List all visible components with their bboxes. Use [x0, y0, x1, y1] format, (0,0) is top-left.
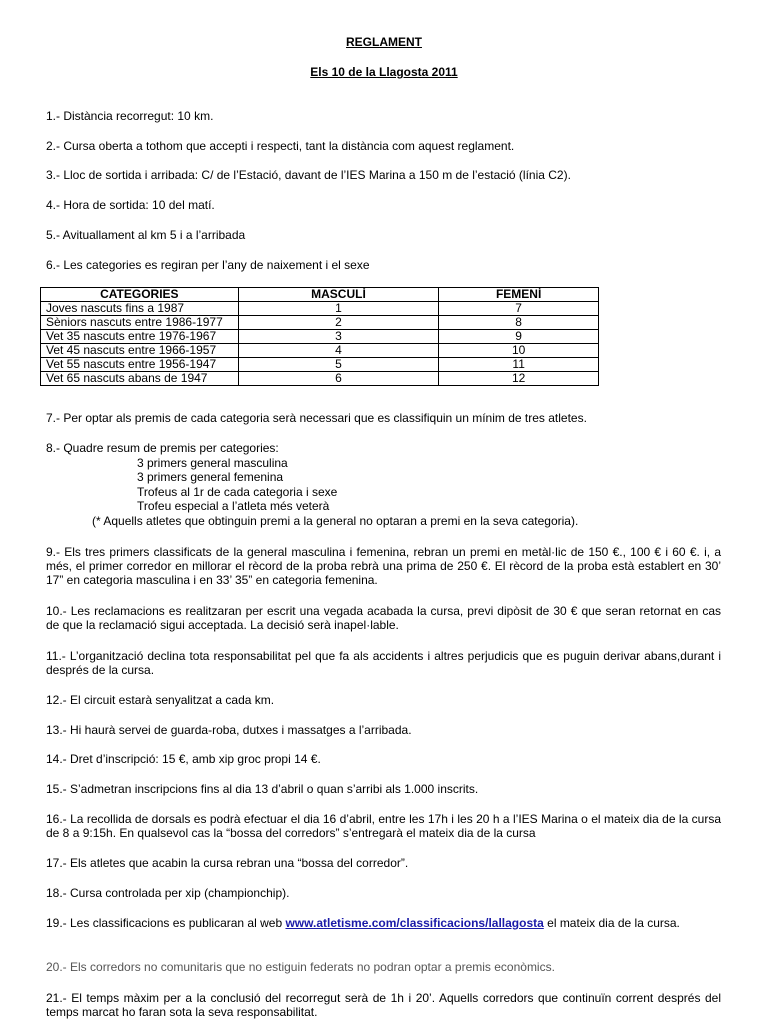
rule-12: 12.- El circuit estarà senyalitzat a cada km.: [46, 693, 275, 707]
rule-4: 4.- Hora de sortida: 10 del matí.: [46, 198, 215, 212]
rule-19-text-end: el mateix dia de la cursa.: [547, 916, 680, 930]
category-cell: Vet 45 nascuts entre 1966-1957: [41, 344, 239, 358]
rule-16: 16.- La recollida de dorsals es podrà efectuar el dia 16 d’abril, entre les 17h i les 20 h a l’IES Marina o el mateix dia de la cursa de 8 a 9:15h. En qualsevol cas la “bossa del corredors” s’entregarà el mateix dia de la cursa: [46, 812, 721, 840]
male-cell: 1: [238, 302, 439, 316]
table-header-categories: CATEGORIES: [41, 288, 239, 302]
rule-9: 9.- Els tres primers classificats de la general masculina i femenina, rebran un premi en metàl·lic de 150 €., 100 € i 60 €. i, a més, el primer corredor en millorar el rècord de la proba rebrà una prima de 250 €. El rècord de la proba està establert en 30’ 17” en categoria masculina i en 33’ 35” en categoria femenina.: [46, 545, 721, 587]
table-header-row: [41, 288, 599, 302]
male-cell: 2: [238, 316, 439, 330]
rule-18: 18.- Cursa controlada per xip (championchip).: [46, 886, 290, 900]
rule-17: 17.- Els atletes que acabin la cursa rebran una “bossa del corredor”.: [46, 856, 409, 870]
table-row: [41, 316, 599, 330]
classifications-link[interactable]: www.atletisme.com/classificacions/lallagosta: [285, 916, 544, 930]
category-cell: Sèniors nascuts entre 1986-1977: [41, 316, 239, 330]
prize-item: Trofeu especial a l’atleta més veterà: [137, 499, 330, 513]
female-cell: 7: [439, 302, 599, 316]
categories-table: [40, 287, 599, 386]
category-cell: Joves nascuts fins a 1987: [41, 302, 239, 316]
prize-item: 3 primers general femenina: [137, 470, 284, 484]
female-cell: 8: [439, 316, 599, 330]
rule-8: 8.- Quadre resum de premis per categories:: [46, 441, 279, 455]
rule-1: 1.- Distància recorregut: 10 km.: [46, 109, 214, 123]
rule-6: 6.- Les categories es regiran per l’any de naixement i el sexe: [46, 258, 370, 272]
female-cell: 10: [439, 344, 599, 358]
rule-5: 5.- Avituallament al km 5 i a l’arribada: [46, 228, 246, 242]
female-cell: 12: [439, 372, 599, 386]
male-cell: 4: [238, 344, 439, 358]
category-cell: Vet 35 nascuts entre 1976-1967: [41, 330, 239, 344]
table-row: [41, 358, 599, 372]
table-row: [41, 372, 599, 386]
table-header-male: MASCULÍ: [238, 288, 439, 302]
male-cell: 6: [238, 372, 439, 386]
male-cell: 3: [238, 330, 439, 344]
rule-11: 11.- L’organització declina tota responsabilitat pel que fa als accidents i altres perjudicis que es puguin derivar abans,durant i després de la cursa.: [46, 649, 721, 677]
prize-item: Trofeus al 1r de cada categoria i sexe: [137, 485, 338, 499]
female-cell: 11: [439, 358, 599, 372]
table-row: [41, 302, 599, 316]
prize-note: (* Aquells atletes que obtinguin premi a la general no optaran a premi en la seva categoria).: [92, 514, 579, 528]
rule-13: 13.- Hi haurà servei de guarda-roba, dutxes i massatges a l’arribada.: [46, 723, 412, 737]
female-cell: 9: [439, 330, 599, 344]
prize-item: 3 primers general masculina: [137, 456, 288, 470]
category-cell: Vet 65 nascuts abans de 1947: [41, 372, 239, 386]
rule-19: [46, 916, 721, 930]
male-cell: 5: [238, 358, 439, 372]
table-row: [41, 330, 599, 344]
rule-20: 20.- Els corredors no comunitaris que no estiguin federats no podran optar a premis econòmics.: [46, 960, 555, 974]
category-cell: Vet 55 nascuts entre 1956-1947: [41, 358, 239, 372]
rule-2: 2.- Cursa oberta a tothom que accepti i respecti, tant la distància com aquest reglament.: [46, 139, 515, 153]
document-subtitle: Els 10 de la Llagosta 2011: [310, 65, 458, 79]
rule-3: 3.- Lloc de sortida i arribada: C/ de l’Estació, davant de l’IES Marina a 150 m de l’estació (línia C2).: [46, 168, 571, 182]
rule-7: 7.- Per optar als premis de cada categoria serà necessari que es classifiquin un mínim de tres atletes.: [46, 411, 587, 425]
rule-14: 14.- Dret d’inscripció: 15 €, amb xip groc propi 14 €.: [46, 752, 321, 766]
document-title: REGLAMENT: [346, 35, 422, 49]
rule-15: 15.- S’admetran inscripcions fins al dia 13 d’abril o quan s’arribi als 1.000 inscrits.: [46, 782, 479, 796]
rule-19-text: 19.- Les classificacions es publicaran al web: [46, 916, 283, 930]
table-row: [41, 344, 599, 358]
rule-21: 21.- El temps màxim per a la conclusió del recorregut serà de 1h i 20’. Aquells corredors que continuïn corrent després del temps marcat ho faran sota la seva responsabilitat.: [46, 991, 721, 1019]
table-header-female: FEMENÍ: [439, 288, 599, 302]
rule-10: 10.- Les reclamacions es realitzaran per escrit una vegada acabada la cursa, previ dipòsit de 30 € que seran retornat en cas de que la reclamació sigui acceptada. La decisió serà inapel·lable.: [46, 604, 721, 632]
